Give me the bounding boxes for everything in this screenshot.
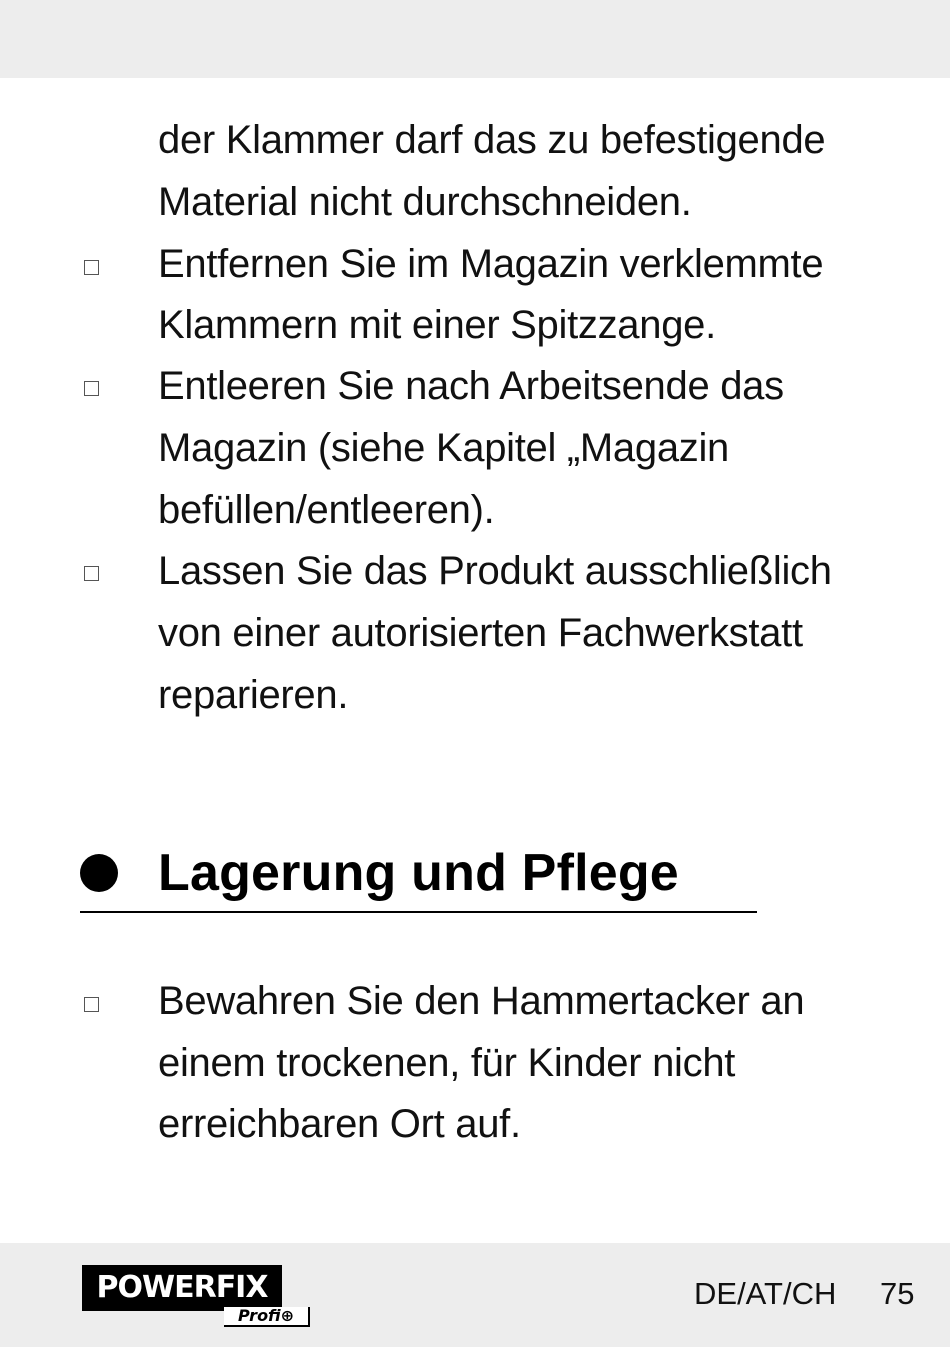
- section-underline: [80, 911, 757, 913]
- text-line: einem trockenen, für Kinder nicht: [158, 1041, 736, 1085]
- checkbox-square-icon: [84, 260, 99, 275]
- region-label: DE/AT/CH: [694, 1276, 837, 1311]
- brand-logo: [82, 1265, 314, 1329]
- logo-subtitle: Profi⊕: [224, 1307, 310, 1327]
- text-line: Entleeren Sie nach Arbeitsende das: [158, 364, 784, 408]
- filled-circle-icon: [80, 854, 118, 892]
- logo-wordmark: POWERFIX: [82, 1265, 282, 1311]
- checkbox-square-icon: [84, 566, 99, 581]
- page-number: 75: [880, 1276, 915, 1311]
- top-band: [0, 0, 950, 78]
- text-line: Magazin (siehe Kapitel „Magazin: [158, 426, 729, 470]
- text-line: Lassen Sie das Produkt ausschließlich: [158, 549, 832, 593]
- text-line: befüllen/entleeren).: [158, 488, 495, 532]
- text-line: Entfernen Sie im Magazin verklemmte: [158, 242, 824, 286]
- text-line: Material nicht durchschneiden.: [158, 180, 692, 224]
- checkbox-square-icon: [84, 997, 99, 1012]
- text-line: Klammern mit einer Spitzzange.: [158, 303, 716, 347]
- text-line: reparieren.: [158, 673, 349, 717]
- text-line: Bewahren Sie den Hammertacker an: [158, 979, 805, 1023]
- checkbox-square-icon: [84, 381, 99, 396]
- text-line: der Klammer darf das zu befestigende: [158, 118, 826, 162]
- section-title: Lagerung und Pflege: [158, 844, 679, 902]
- text-line: erreichbaren Ort auf.: [158, 1102, 521, 1146]
- text-line: von einer autorisierten Fachwerkstatt: [158, 611, 803, 655]
